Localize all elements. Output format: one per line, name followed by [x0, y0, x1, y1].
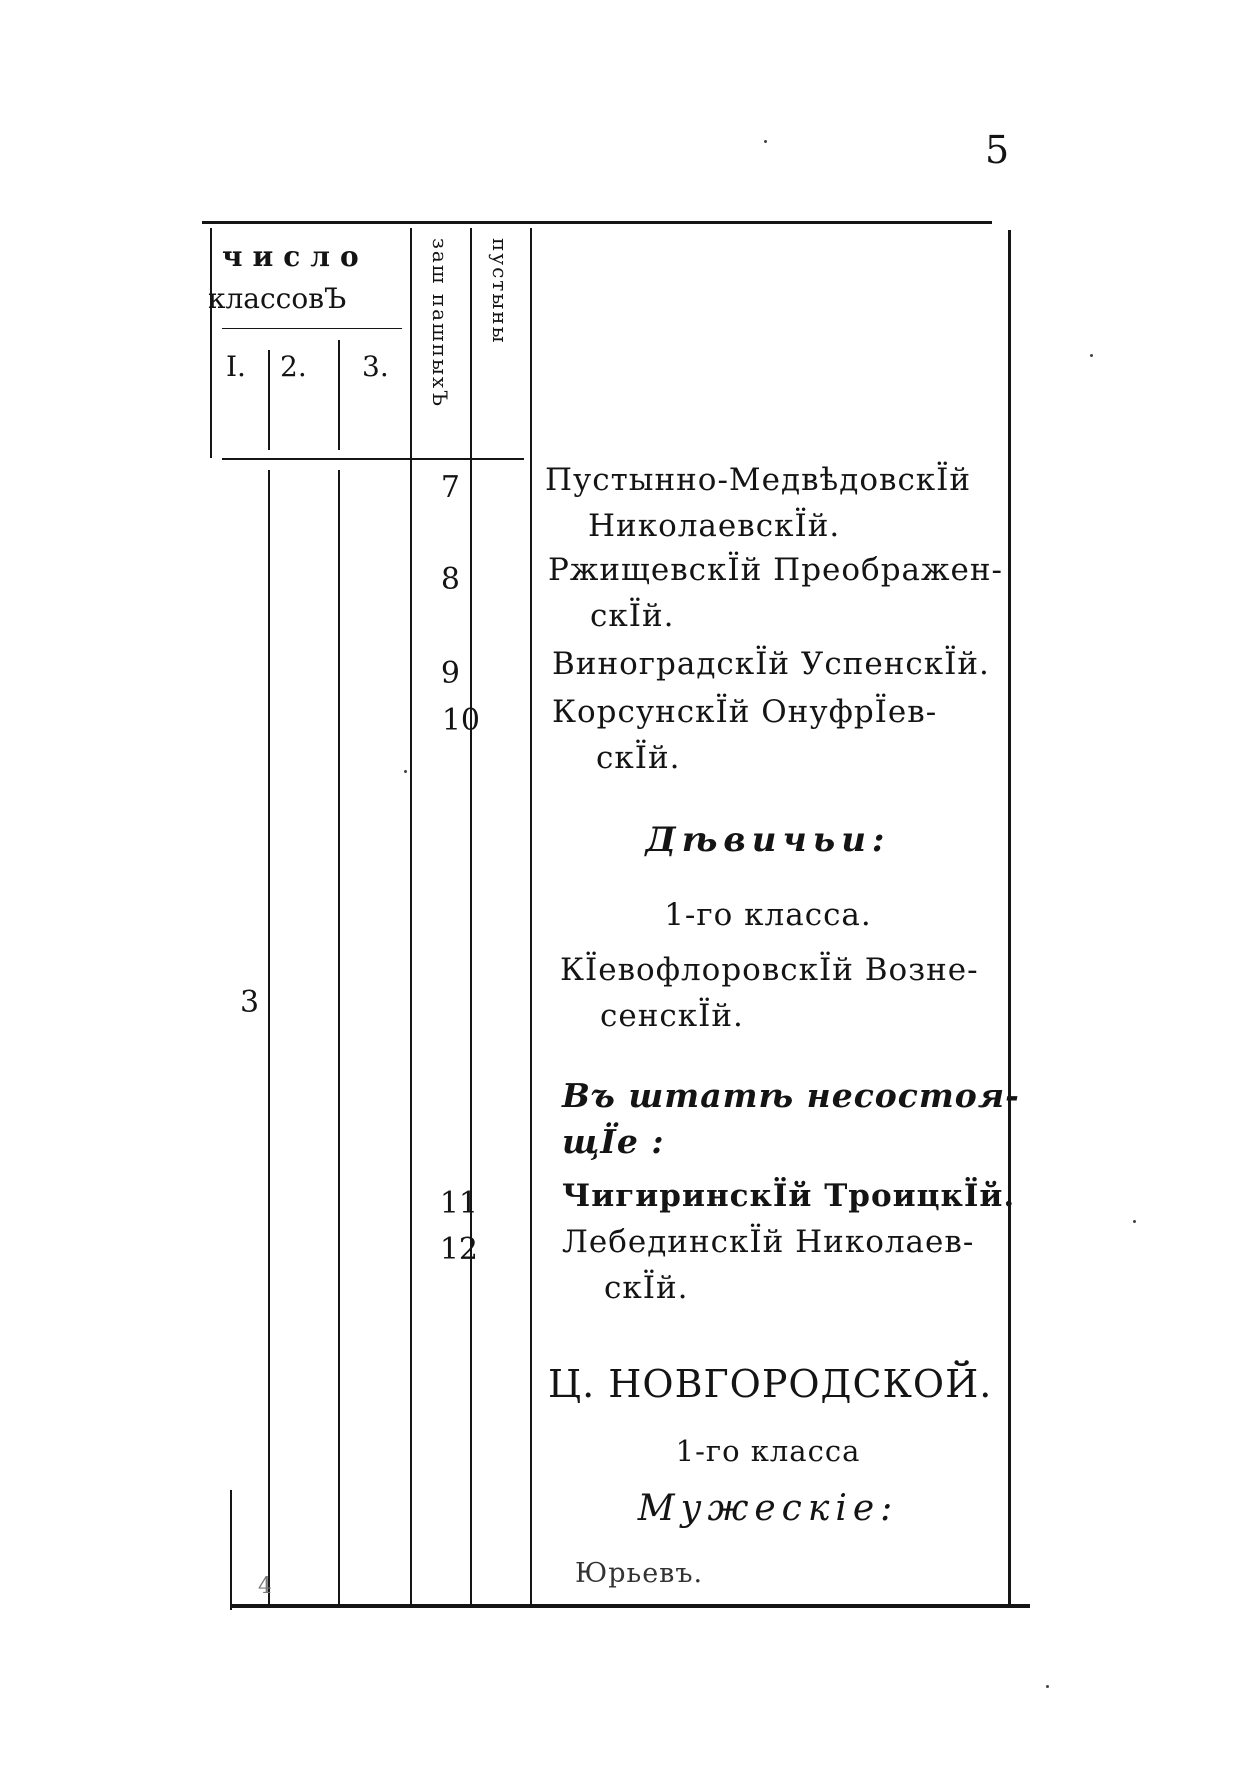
- entry-line: скЇй.: [604, 1270, 689, 1306]
- class-heading: 1-го класса.: [664, 897, 872, 933]
- col-divider-2: [338, 340, 340, 450]
- entry-number: 8: [440, 562, 460, 597]
- entry-line: Пустынно-МедвѣдовскЇй: [545, 462, 972, 498]
- left-border-lower: [230, 1490, 232, 1610]
- entry-line: КЇевофлоровскЇй Возне-: [560, 952, 979, 988]
- entry-line: РжищевскЇй Преображен-: [548, 552, 1004, 588]
- subheading-v-state-cont: щЇе :: [562, 1122, 665, 1161]
- left-mark-four: 4: [258, 1574, 272, 1599]
- entry-number: 9: [440, 656, 460, 691]
- subheading-muzhskie: Мужескіе:: [637, 1488, 899, 1529]
- entry-line: скЇй.: [590, 598, 675, 634]
- header-klassov: классовЪ: [208, 282, 347, 315]
- header-bottom-rule: [222, 458, 524, 460]
- entry-number: 12: [439, 1232, 478, 1267]
- class-col-1: I.: [226, 350, 246, 383]
- entry-line: ВиноградскЇй УспенскЇй.: [552, 646, 990, 682]
- entry-number: 7: [440, 470, 460, 505]
- entry-line: ЧигиринскЇй ТроицкЇй.: [562, 1178, 1016, 1214]
- left-mark-three: 3: [240, 985, 260, 1020]
- col-divider-4: [470, 228, 472, 1608]
- entry-line: сенскЇй.: [600, 998, 744, 1034]
- right-border: [1008, 230, 1011, 1605]
- col-divider-5: [530, 228, 532, 1608]
- scan-speck: [1046, 1685, 1049, 1688]
- scan-speck: [404, 770, 407, 773]
- col-divider-1: [268, 350, 270, 450]
- scan-speck: [764, 140, 767, 143]
- col-divider-1-lower: [268, 470, 270, 1605]
- entry-line: НиколаевскЇй.: [588, 508, 841, 544]
- class-sub-rule: [222, 328, 402, 329]
- entry-number: 11: [439, 1186, 478, 1221]
- entry-number: 10: [441, 703, 480, 738]
- scan-speck: [1090, 354, 1093, 357]
- class-col-3: 3.: [362, 350, 389, 383]
- page-number: 5: [985, 128, 1010, 172]
- header-zashtatnykh: заш пашпыхЪ: [428, 238, 452, 409]
- bottom-rule: [230, 1604, 1030, 1608]
- subheading-v-state: Въ штатѣ несостоя-: [562, 1076, 1020, 1115]
- entry-line: ЛебединскЇй Николаев-: [562, 1224, 975, 1260]
- last-line: Юрьевъ.: [575, 1558, 704, 1589]
- entry-line: скЇй.: [596, 740, 681, 776]
- left-border: [210, 228, 212, 458]
- entry-line: КорсунскЇй ОнуфрЇев-: [552, 694, 938, 730]
- header-pustyni: пустыны: [488, 238, 512, 345]
- top-rule: [202, 221, 992, 224]
- col-divider-2-lower: [338, 470, 340, 1605]
- col-divider-3: [410, 228, 412, 1608]
- class-col-2: 2.: [280, 350, 307, 383]
- section-title: Ц. НОВГОРОДСКОЙ.: [548, 1362, 993, 1406]
- scan-speck: [1133, 1220, 1136, 1223]
- class-heading-2: 1-го класса: [675, 1434, 861, 1468]
- subheading-devichi: Дѣвичьи:: [645, 820, 891, 860]
- header-chislo: число: [222, 240, 369, 273]
